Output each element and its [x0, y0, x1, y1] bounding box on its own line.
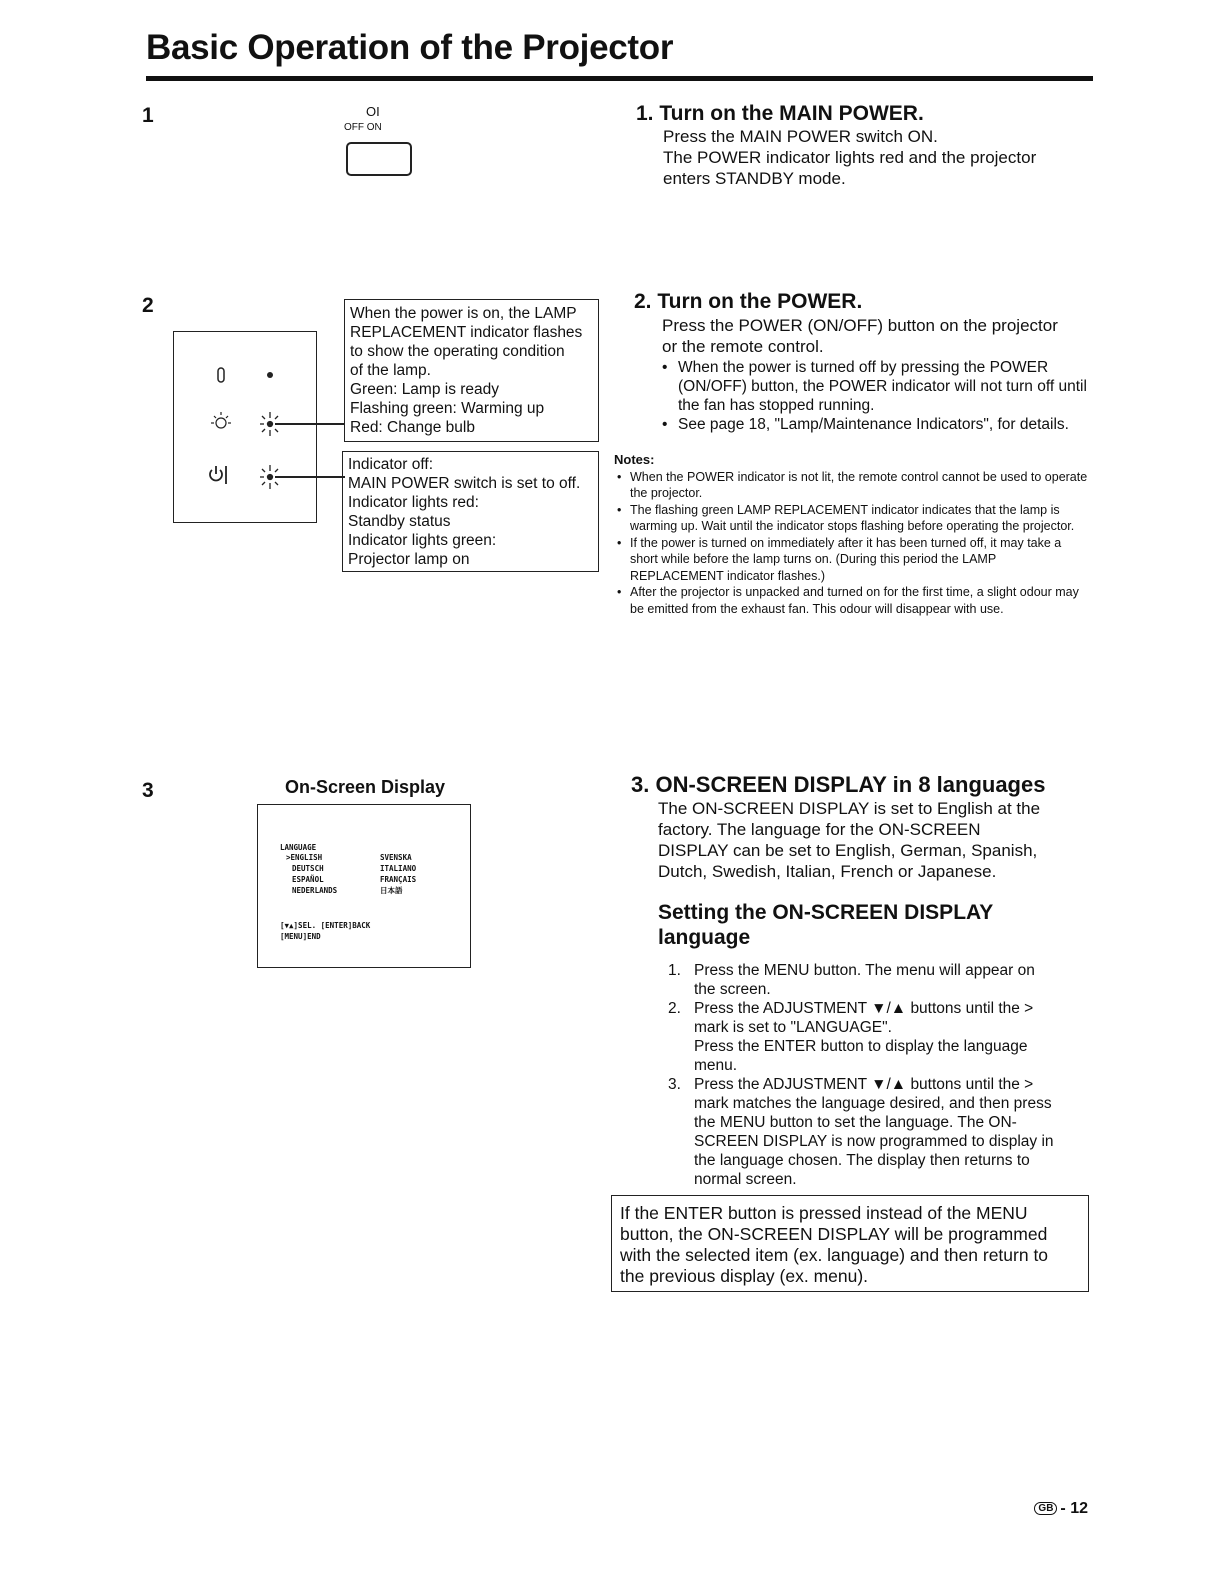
callout-line-lamp	[275, 423, 345, 425]
indicator-panel-illustration	[173, 331, 317, 523]
osd-lang-8: 日本語	[380, 886, 403, 895]
osd-lang-3: ESPAÑOL	[292, 875, 324, 884]
region-badge: GB	[1034, 1502, 1057, 1515]
step3-body: The ON-SCREEN DISPLAY is set to English at the factory. The language for the ON-SCREEN DISPLAY can be set to English, German, Spanish, Dutch, Swedish, Italian, French or Japanese.	[658, 799, 1041, 881]
osd-lang-2: DEUTSCH	[292, 864, 324, 873]
page-number: GB - 12	[1034, 1500, 1088, 1518]
list-item: • After the projector is unpacked and turned on for the first time, a slight odour may be emitted from the exhaust fan. This odour will disappear with use.	[614, 584, 1092, 617]
osd-language-subheading: Setting the ON-SCREEN DISPLAY language	[658, 901, 994, 949]
osd-footer-1: [▼▲]SEL. [ENTER]BACK	[280, 921, 371, 930]
callout-line-power	[275, 476, 345, 478]
list-item: • See page 18, "Lamp/Maintenance Indicators", for details.	[662, 415, 1094, 434]
step2-heading: 2. Turn on the POWER.	[634, 290, 863, 313]
title-rule	[146, 76, 1093, 81]
list-item: • The flashing green LAMP REPLACEMENT indicator indicates that the lamp is warming up. Wait until the indicator stops flashing before operating the projector.	[614, 502, 1092, 535]
switch-symbol: OI	[366, 104, 380, 119]
thermometer-icon	[218, 368, 224, 382]
lamp-icon	[211, 412, 231, 428]
step-number-2: 2	[142, 294, 154, 317]
step2-body: Press the POWER (ON/OFF) button on the projector or the remote control. • When the power is turned off by pressing the POWER (ON/OFF) button, the POWER indicator will not turn off until the fan has stopped running. • See page 18, "Lamp/Maintenance Indicators", for details.	[662, 315, 1094, 434]
osd-lang-7: FRANÇAIS	[380, 875, 417, 884]
main-power-switch-illustration	[338, 104, 422, 184]
temp-indicator-dot	[267, 372, 273, 378]
list-item: 2. Press the ADJUSTMENT ▼/▲ buttons until the > mark is set to "LANGUAGE". Press the ENTER button to display the language menu.	[668, 1000, 1034, 1074]
power-icon	[210, 466, 226, 484]
list-item: • When the power is turned off by pressing the POWER (ON/OFF) button, the POWER indicator will not turn off until the fan has stopped running.	[662, 358, 1094, 415]
osd-lang-1: >ENGLISH	[286, 853, 323, 862]
osd-screen-illustration	[257, 804, 471, 968]
lamp-indicator-callout-box: When the power is on, the LAMP REPLACEMENT indicator flashes to show the operating condition of the lamp. Green: Lamp is ready Flashing green: Warming up Red: Change bulb	[344, 299, 599, 442]
indicator-icons	[174, 332, 315, 521]
osd-lang-4: NEDERLANDS	[292, 886, 338, 895]
step1-body: Press the MAIN POWER switch ON. The POWER indicator lights red and the projector enters STANDBY mode.	[663, 127, 1037, 188]
page-title: Basic Operation of the Projector	[146, 28, 674, 67]
power-indicator-callout-box: Indicator off: MAIN POWER switch is set to off. Indicator lights red: Standby status Indicator lights green: Projector lamp on	[342, 451, 599, 572]
step1-heading: 1. Turn on the MAIN POWER.	[636, 102, 924, 125]
rocker-switch-icon	[346, 142, 412, 176]
enter-button-note-box: If the ENTER button is pressed instead of the MENU button, the ON-SCREEN DISPLAY will be programmed with the selected item (ex. language) and then return to the previous display (ex. menu).	[611, 1195, 1089, 1292]
osd-lang-6: ITALIANO	[380, 864, 417, 873]
osd-footer-2: [MENU]END	[280, 932, 321, 941]
list-item: • When the POWER indicator is not lit, the remote control cannot be used to operate the projector.	[614, 469, 1092, 502]
step3-heading: 3. ON-SCREEN DISPLAY in 8 languages	[631, 772, 1046, 797]
list-item: 3. Press the ADJUSTMENT ▼/▲ buttons until the > mark matches the language desired, and then press the MENU button to set the language. The ON- SCREEN DISPLAY is now programmed to display in the language chosen. The display then returns to normal screen.	[668, 1076, 1054, 1188]
language-setting-steps	[668, 961, 1094, 1189]
step-number-1: 1	[142, 104, 154, 127]
list-item: 1. Press the MENU button. The menu will appear on the screen.	[668, 962, 1035, 998]
notes-section	[614, 452, 1092, 617]
osd-title: On-Screen Display	[285, 777, 446, 797]
notes-label: Notes:	[614, 452, 655, 467]
osd-header: LANGUAGE	[280, 843, 317, 852]
step-number-3: 3	[142, 779, 154, 802]
switch-caption: OFF ON	[344, 122, 382, 133]
osd-lang-5: SVENSKA	[380, 853, 412, 862]
list-item: • If the power is turned on immediately after it has been turned off, it may take a short while before the lamp turns on. (During this period the LAMP REPLACEMENT indicator flashes.)	[614, 535, 1092, 585]
